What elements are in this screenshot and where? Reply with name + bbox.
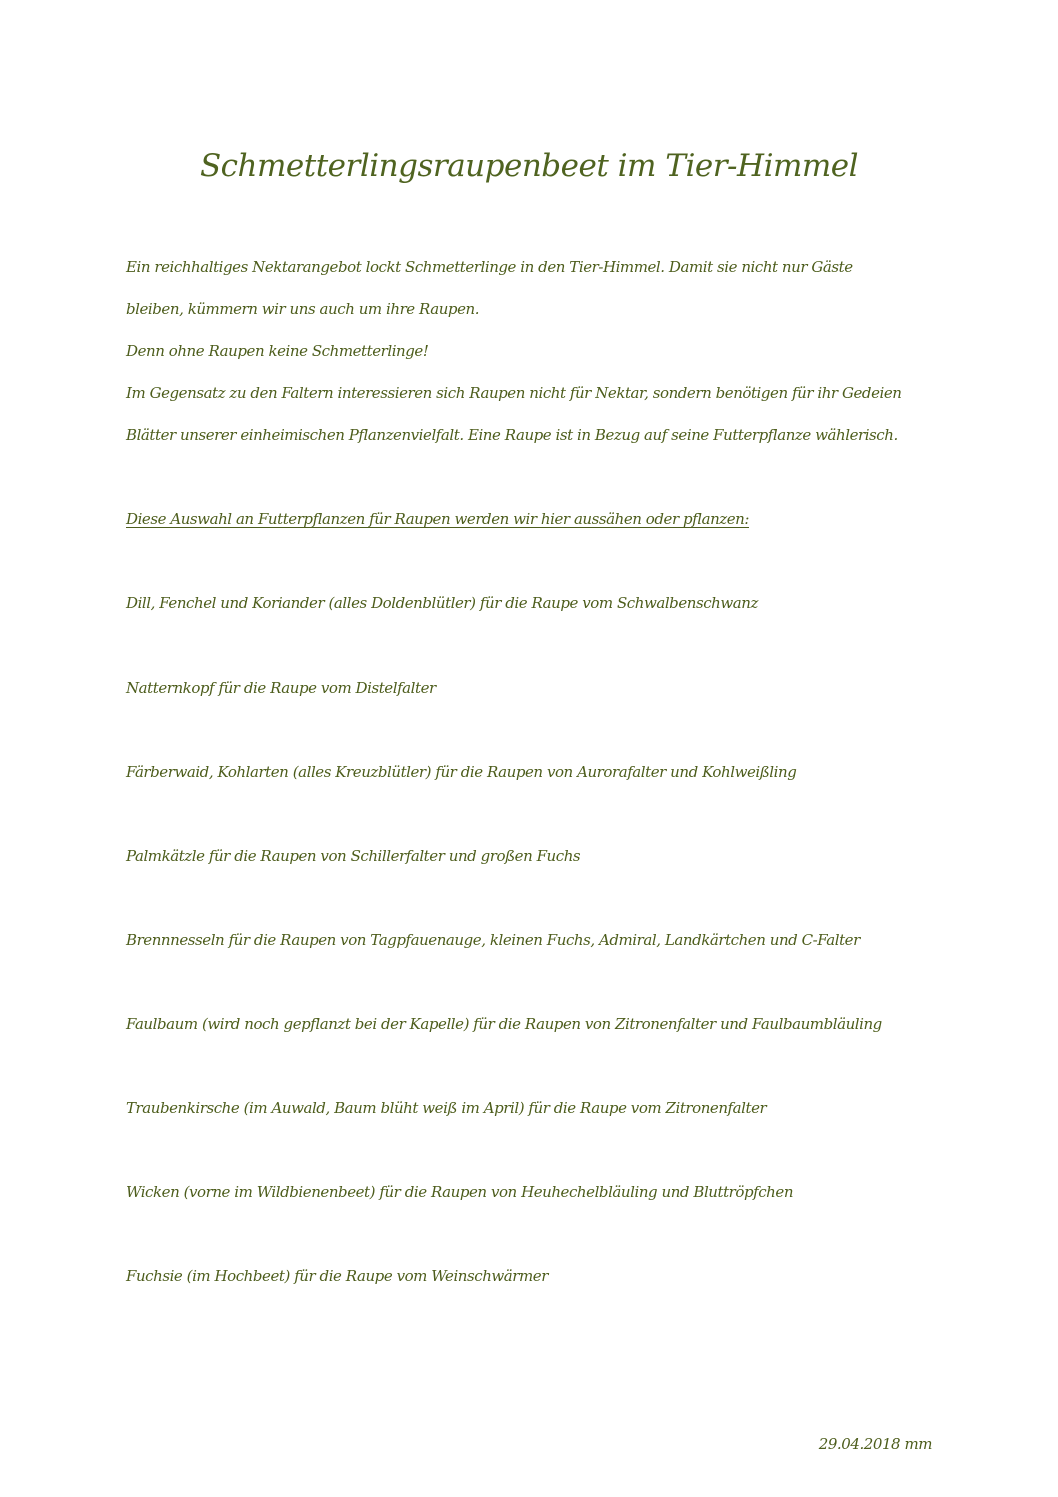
plant-item: Dill, Fenchel und Koriander (alles Doldenblütler) für die Raupe vom Schwalbenschwanz — [126, 594, 758, 612]
plant-item: Färberwaid, Kohlarten (alles Kreuzblütler) für die Raupen von Aurorafalter und Kohlweißling — [126, 763, 797, 781]
plant-item: Brennnesseln für die Raupen von Tagpfauenauge, kleinen Fuchs, Admiral, Landkärtchen und C-Falter — [126, 931, 860, 949]
intro-line-2: bleiben, kümmern wir uns auch um ihre Raupen. — [126, 300, 480, 318]
plant-item: Traubenkirsche (im Auwald, Baum blüht weiß im April) für die Raupe vom Zitronenfalter — [126, 1099, 767, 1117]
plant-item: Palmkätzle für die Raupen von Schillerfalter und großen Fuchs — [126, 847, 581, 865]
plant-item: Wicken (vorne im Wildbienenbeet) für die Raupen von Heuhechelbläuling und Bluttröpfchen — [126, 1183, 794, 1201]
date-signature: 29.04.2018 mm — [818, 1435, 932, 1453]
plant-item: Natternkopf für die Raupe vom Distelfalter — [126, 679, 436, 697]
intro-line-4: Im Gegensatz zu den Faltern interessieren sich Raupen nicht für Nektar, sondern benötigen für ihr Gedeien — [126, 384, 902, 402]
document-title: Schmetterlingsraupenbeet im Tier-Himmel — [199, 148, 859, 184]
plant-item: Fuchsie (im Hochbeet) für die Raupe vom Weinschwärmer — [126, 1267, 548, 1285]
intro-line-3: Denn ohne Raupen keine Schmetterlinge! — [126, 342, 429, 360]
intro-line-5: Blätter unserer einheimischen Pflanzenvielfalt. Eine Raupe ist in Bezug auf seine Futterpflanze wählerisch. — [126, 426, 898, 444]
intro-line-1: Ein reichhaltiges Nektarangebot lockt Schmetterlinge in den Tier-Himmel. Damit sie nicht nur Gäste — [126, 258, 853, 276]
plant-item: Faulbaum (wird noch gepflanzt bei der Kapelle) für die Raupen von Zitronenfalter und Faulbaumbläuling — [126, 1015, 882, 1033]
plant-list-heading: Diese Auswahl an Futterpflanzen für Raupen werden wir hier aussähen oder pflanzen: — [126, 510, 749, 528]
